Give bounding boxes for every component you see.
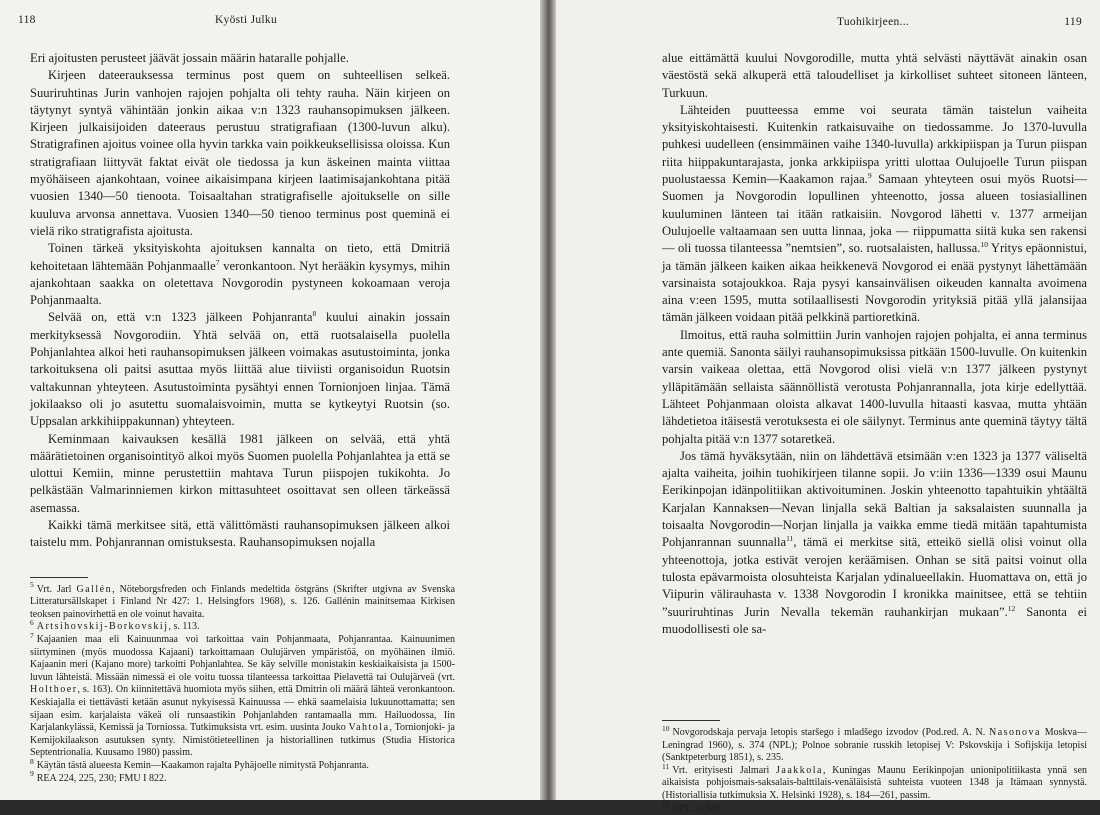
author-name: Holthoer — [30, 684, 78, 696]
footnote-number: 8 — [30, 756, 34, 766]
footnote-number: 9 — [30, 769, 34, 779]
paragraph: Jos tämä hyväksytään, niin on lähdettävä etsimään v:en 1323 ja 1377 väliseltä ajalta vaiheita, joihin tuohikirjeen tilanne sopii. Jo v:iin 1336—1339 osui Maunu Eerikinpojan idänpolitiikan aktivoituminen. Joskin yhteenotto tapahtuikin yhtäältä Karjalan Kannaksen—Nevan linjalla sekä Baltian ja saksalaisten suunnalla ja toisaalta Novgorodin—Norjan linjalla ja vaikka emme tiedä mitään tapahtumista Pohjanrannan suunnalla$^{11}$, tämä ei merkitse sitä, etteikö siellä olisi voinut olla yhteenottoja, jotka estivät verojen keräämisen. Onhan se sitä paitsi voinut olla tulosta epävarmoista olosuhteista Karjalan ydinalueellakin. Huomattava on, että jo Viipurin välirauhasta v. 1338 Novgorodin I kronikka mainitsee, että se tehtiin ”suuriruhtinas Jurin Nevalla tekemän rauhankirjan mukaan”.$^{12}$ Sanonta ei muodollisesti ole sa- — [662, 448, 1087, 636]
footnote-ref: 11 — [786, 534, 794, 544]
paragraph: Toinen tärkeä yksityiskohta ajoituksen kannalta on tieto, että Dmitriä kehoitetaan lähtemään Pohjanmaalle$^7$ veronkantoon. Nyt herääkin kysymys, mihin ajankohtaan saakka on oletettava Novgorodin pystyneen kokoamaan veroja Pohjanmaalta. — [30, 241, 450, 308]
left-page — [0, 0, 546, 800]
author-name: Nasonova — [989, 727, 1041, 739]
footnote: $^5$ Vrt. Jarl Gallén, Nöteborgsfreden och Finlands medeltida östgräns (Skrifter utgivna av Svenska Litteratursällskapet i Finland Nr 427: 1. Helsingfors 1968), s. 126. Gallénin mainitsemaa Kirkisen teoksen painovirhettä en ole voinut havaita. — [30, 580, 456, 620]
footnote-number: 6 — [30, 618, 34, 628]
footnote: $^{11}$ Vrt. erityisesti Jalmari Jaakkola, Kuningas Maunu Eerikinpojan unionipolitiikasta ynnä sen aikaisista pohjoismais-saksalais-balttilais-venäläisistä suhteista vuoteen 1348 ja Itämaan synnystä. (Historiallisia tutkimuksia X. Helsinki 1928), s. 184—261, passim. — [662, 761, 1088, 802]
footnote-number: 5 — [30, 580, 34, 590]
footnote-number: 7 — [30, 630, 34, 640]
footnote: $^8$ Käytän tästä alueesta Kemin—Kaakamon rajalta Pyhäjoelle nimitystä Pohjanranta. — [30, 756, 369, 771]
footnotes — [662, 723, 1088, 815]
running-head-title: Kyösti Julku — [214, 14, 278, 26]
running-header — [18, 14, 534, 32]
footnote-number: 12 — [662, 799, 670, 809]
paragraph: Selvää on, että v:n 1323 jälkeen Pohjanranta$^8$ kuului ainakin jossain merkityksessä Novgorodiin. Yhtä selvää on, että ruotsalaisella puolella Pohjanlahtea alkoi heti rauhansopimuksen jälkeen voimakas asutustoiminta, jonka tarkoituksena oli paitsi asuttaa myös liittää alue tiiviisti organisoidun Ruotsin valtakunnan yhteyteen. Asutustoiminta pysähtyi ennen Tornionjoen linjaa. Tämä jokilaakso oli jo asutettu suomalaisvoimin, mutta se kytkeytyi Ruotsin (so. Uppsalan arkkihiippakunnan) yhteyteen. — [30, 309, 450, 429]
footnote: $^{12}$ NPL, s. 349. — [662, 799, 723, 814]
footnote: $^7$ Kajaanien maa eli Kainuunmaa voi tarkoittaa vain Pohjanmaata, Pohjanrantaa. Kainuunimen siirtyminen (myös muodossa Kajaani) tarkoittamaan Oulujärven ympäristöä, on myöhäinen ilmiö. Kajaanin meri (Kajano more) tarkoitti Pohjanlahtea. Se käy selville monistakin keskiaikaisista ja 1500-luvun lähteistä. Missään nimessä ei ole voitu tuossa tilanteessa tarkoittaa Pielavettä tai Oulujärveä (vrt. Holthoer, s. 163). On kiinnitettävä huomiota myös siihen, että Dmitrin oli määrä lähteä veronkantoon. Keskiajalla ei tiettävästi ketään asunut nykyisessä Kainuussa — ehkä saamelaisia lukuunottamatta; sen sijaan esim. karjalaista väkeä oli runsaastikin Pohjanlahden rantamaalla mm. Hailuodossa, Iin Karjalankylässä, Kemissä ja Torniossa. Tutkimuksista vrt. esim. uusinta Jouko Vahtola, Tornionjoki- ja Kemijokilaakson asutuksen synty. Nimistötieteellinen ja historiallinen tutkimus (Studia Historica Septentrionalia. Kuusamo 1980) passim. — [30, 630, 455, 759]
paragraph: Kirjeen dateerauksessa terminus post quem on suhteellisen selkeä. Suuriruhtinas Jurin vanhojen rajojen pohjalta oli tehty rauha. Näin kirjeen on täytynyt syntyä vähintään jonkin aikaa v:n 1323 rauhansopimuksen jälkeen. Kirjeen julkaisijoiden dateeraus perustuu stratigrafiaan (1300-luvun alku). Stratigrafinen ajoitus voinee olla hyvin tarkka vain poikkeuksellisissa oloissa. Kun stratigrafiaan liittyvät faktat eivät ole tiedossa ja kun äskeinen mainta viittaa myöhäiseen ajankohtaan, voinee aikaisimpana kirjeen laatimisajankohtana pitää vuosien 1340—50 tienoota. Toisaaltahan stratigrafiselle ajoitukselle on sille kuuluva arvonsa annettava. Vuosien 1340—50 tienoo terminus post queminä ei vielä riko stratigrafista ajoitusta. — [30, 68, 450, 238]
footnote-ref: 12 — [1007, 603, 1016, 613]
book-gutter — [540, 0, 556, 800]
footnotes — [30, 580, 456, 786]
body-text — [30, 50, 450, 552]
body-text — [662, 50, 1087, 638]
page-number: 119 — [1064, 16, 1082, 28]
footnote-ref: 7 — [215, 257, 220, 267]
footnote: $^9$ REA 224, 225, 230; FMU I 822. — [30, 769, 167, 784]
footnote: $^6$ Artsihovskij-Borkovskij, s. 113. — [30, 618, 200, 633]
paragraph: Eri ajoitusten perusteet jäävät jossain määrin hataralle pohjalle. — [30, 51, 349, 65]
footnote-rule — [662, 720, 720, 721]
author-name: Vahtola — [348, 722, 390, 734]
footnote-rule — [30, 577, 88, 578]
running-header — [662, 16, 1084, 34]
footnote-ref: 10 — [980, 240, 988, 250]
author-name: Artsihovskij-Borkovskij — [36, 621, 169, 633]
footnote-number: 11 — [662, 761, 670, 771]
running-head-title: Tuohikirjeen... — [836, 16, 910, 28]
footnote-ref: 8 — [312, 309, 317, 319]
paragraph: Keminmaan kaivauksen kesällä 1981 jälkeen on selvää, että yhtä määrätietoinen organisointityö alkoi myös Suomen puolella Pohjanlahtea ja että se ulottui Kemiin, minne perustettiin mahtava Turun piispojen tukikohta. Jo pelkästään Valmarinniemen kirkon mittasuhteet osoittavat sen olleen tärkeässä asemassa. — [30, 431, 450, 515]
author-name: Gallén — [76, 583, 113, 595]
footnote: $^{10}$ Novgorodskaja pervaja letopis staršego i mladšego izvodov (Pod.red. A. N. Nasonova Moskva—Leningrad 1960), s. 374 (NPL); Polnoe sobranie russkih letopisej V: Pskovskija i Sofijskija letopisi (Sanktpeterburg 1851), s. 235. — [662, 723, 1087, 764]
paragraph: alue eittämättä kuului Novgorodille, mutta yhtä selvästi näyttävät ainakin osan väestöstä sekä alkuperä että taloudelliset ja kirkolliset suhteet sitoneen länteen, Turkuun. — [662, 51, 1087, 100]
paragraph: Kaikki tämä merkitsee sitä, että välittömästi rauhansopimuksen jälkeen alkoi taistelu mm. Pohjanrannan omistuksesta. Rauhansopimuksen nojalla — [30, 518, 450, 550]
paragraph: Lähteiden puutteessa emme voi seurata tämän taistelun vaiheita yksityiskohtaisesti. Kuitenkin ratkaisuvaihe on tiedossamme. Jo 1370-luvulla puhkesi uudelleen (ensimmäinen vaihe 1340-luvulla) arkkipiispan ja Turun piispan riita hiippakuntarajasta, jonka arkkipiispa yritti ulottaa Oulujoelle Turun piispan puolustaessa Kemin—Kaakamon rajaa.$^9$ Samaan yhteyteen osui myös Ruotsi—Suomen ja Novgorodin lopullinen yhteenotto, jossa alueen tosiasiallinen kuuluminen länteen tai itään ratkaisiin. Novgorod lähetti v. 1377 armeijan Oulujoelle valtaamaan sen uutta linnaa, joka — riippumatta siitä kuka sen rakensi — oli tuossa tilanteessa ”nemtsien”, so. ruotsalaisten, hallussa.$^{10}$ Yritys epäonnistui, ja tämän jälkeen kaiken aikaa heikkenevä Novgorod ei enää pystynyt lähettämään varsinaista sotajoukkoa. Raja pysyi kansainvälisen oikeuden kannalta avoimena aina v:een 1595, mutta sotilaallisesti Novgorodin yrityksiä pitää yllä jalansijaa tämän jälkeen voidaan pitää pelkkinä partioretkinä. — [662, 102, 1088, 325]
right-page — [550, 0, 1100, 814]
page-number: 118 — [18, 14, 36, 26]
author-name: Jaakkola — [776, 764, 823, 776]
footnote-ref: 9 — [867, 170, 872, 180]
paragraph: Ilmoitus, että rauha solmittiin Jurin vanhojen rajojen pohjalta, ei anna terminus ante quemiä. Sanonta säilyi rauhansopimuksissa pitkään 1500-luvulle. On kuitenkin varsin vaikeaa olettaa, että Novgorod olisi vielä v:n 1377 jälkeen pystynyt ylläpitämään sellaista säännöllistä verotusta Pohjanrannalla, jota kirje edellyttää. Lähteet Pohjanmaan oloista alkavat 1400-luvulla hitaasti kasvaa, mutta yhtään lähdetietoa itäisestä verotuksesta ei ole säilynyt. Terminus ante queminä täytyy tältä pohjalta pitää v:n 1377 sotaretkeä. — [662, 327, 1087, 446]
footnote-number: 10 — [662, 723, 670, 733]
